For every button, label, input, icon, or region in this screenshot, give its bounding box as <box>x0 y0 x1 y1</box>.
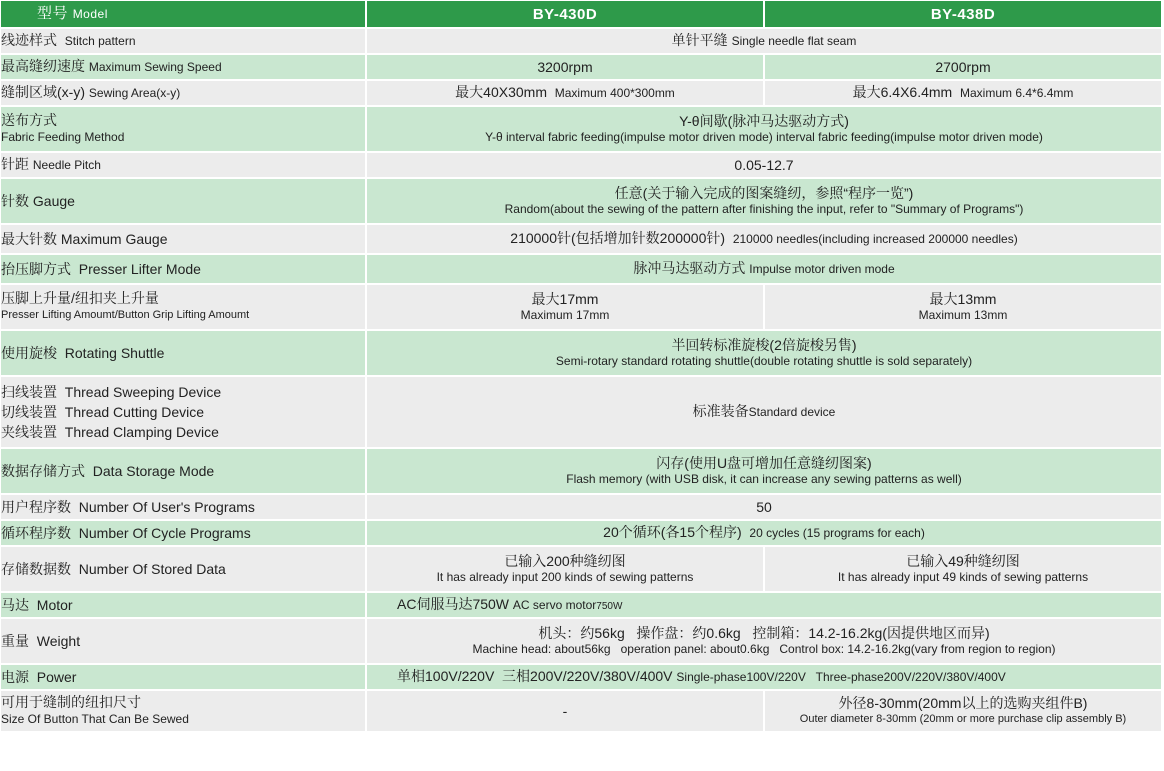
row-value: AC伺服马达750W AC servo motor750W <box>367 593 1163 619</box>
value-b: 已输入49种缝纫图 It has already input 49 kinds of sewing patterns <box>765 547 1163 593</box>
row-stored-data <box>1 547 1163 593</box>
row-value: Y-θ间歇(脉冲马达驱动方式) Y-θ interval fabric feeding(impulse motor driven mode) interval fabric feeding(impulse motor driven mode) <box>367 107 1163 153</box>
value-a: 最大40X30mm Maximum 400*300mm <box>367 81 765 107</box>
model-a-header: BY-430D <box>367 1 765 29</box>
row-button-size <box>1 691 1163 733</box>
row-label: 最高缝纫速度 Maximum Sewing Speed <box>1 55 367 81</box>
row-storage <box>1 449 1163 495</box>
header-label: 型号 Model <box>1 1 367 29</box>
value-a: - <box>367 691 765 733</box>
row-label: 压脚上升量/纽扣夹上升量 Presser Lifting Amoumt/Button Grip Lifting Amoumt <box>1 285 367 331</box>
value-a: 最大17mm Maximum 17mm <box>367 285 765 331</box>
spec-table <box>1 1 1163 733</box>
row-label: 马达 Motor <box>1 593 367 619</box>
row-area <box>1 81 1163 107</box>
value-b: 外径8-30mm(20mm以上的选购夹组件B) Outer diameter 8-30mm (20mm or more purchase clip assembly B) <box>765 691 1163 733</box>
header-row <box>1 1 1163 29</box>
row-label: 针数 Gauge <box>1 179 367 225</box>
row-label: 送布方式 Fabric Feeding Method <box>1 107 367 153</box>
row-label: 数据存储方式 Data Storage Mode <box>1 449 367 495</box>
row-value: 210000针(包括增加针数200000针) 210000 needles(including increased 200000 needles) <box>367 225 1163 255</box>
row-gauge <box>1 179 1163 225</box>
value-a: 3200rpm <box>367 55 765 81</box>
row-label: 扫线装置 Thread Sweeping Device 切线装置 Thread Cutting Device 夹线装置 Thread Clamping Device <box>1 377 367 449</box>
value-a: 已输入200种缝纫图 It has already input 200 kinds of sewing patterns <box>367 547 765 593</box>
row-label: 可用于缝制的纽扣尺寸 Size Of Button That Can Be Sewed <box>1 691 367 733</box>
row-label: 使用旋梭 Rotating Shuttle <box>1 331 367 377</box>
row-weight <box>1 619 1163 665</box>
row-value: 0.05-12.7 <box>367 153 1163 179</box>
row-power <box>1 665 1163 691</box>
row-lift <box>1 285 1163 331</box>
row-presser <box>1 255 1163 285</box>
row-label: 存储数据数 Number Of Stored Data <box>1 547 367 593</box>
row-value: 20个循环(各15个程序) 20 cycles (15 programs for each) <box>367 521 1163 547</box>
row-value: 机头：约56kg 操作盘：约0.6kg 控制箱：14.2-16.2kg(因提供地区而异) Machine head: about56kg operation panel: about0.6kg Control box: 14.2-16.2kg(vary from region to region) <box>367 619 1163 665</box>
row-label: 最大针数 Maximum Gauge <box>1 225 367 255</box>
row-speed <box>1 55 1163 81</box>
value-b: 最大6.4X6.4mm Maximum 6.4*6.4mm <box>765 81 1163 107</box>
row-cycle-programs <box>1 521 1163 547</box>
value-b: 最大13mm Maximum 13mm <box>765 285 1163 331</box>
row-label: 针距 Needle Pitch <box>1 153 367 179</box>
row-value: 半回转标准旋梭(2倍旋梭另售) Semi-rotary standard rotating shuttle(double rotating shuttle is sold separately) <box>367 331 1163 377</box>
row-label: 重量 Weight <box>1 619 367 665</box>
row-value: 50 <box>367 495 1163 521</box>
row-value: 脉冲马达驱动方式 Impulse motor driven mode <box>367 255 1163 285</box>
row-label: 用户程序数 Number Of User's Programs <box>1 495 367 521</box>
row-thread-devices <box>1 377 1163 449</box>
row-label: 抬压脚方式 Presser Lifter Mode <box>1 255 367 285</box>
row-label: 线迹样式 Stitch pattern <box>1 29 367 55</box>
row-shuttle <box>1 331 1163 377</box>
row-motor <box>1 593 1163 619</box>
model-b-header: BY-438D <box>765 1 1163 29</box>
row-feeding <box>1 107 1163 153</box>
row-value: 单针平缝 Single needle flat seam <box>367 29 1163 55</box>
row-value: 闪存(使用U盘可增加任意缝纫图案) Flash memory (with USB disk, it can increase any sewing patterns as well) <box>367 449 1163 495</box>
row-value: 任意(关于输入完成的图案缝纫，参照“程序一览”) Random(about the sewing of the pattern after finishing the input, refer to "Summary of Programs") <box>367 179 1163 225</box>
row-value: 单相100V/220V 三相200V/220V/380V/400V Single-phase100V/220V Three-phase200V/220V/380V/400V <box>367 665 1163 691</box>
row-value: 标准装备Standard device <box>367 377 1163 449</box>
row-stitch <box>1 29 1163 55</box>
row-label: 循环程序数 Number Of Cycle Programs <box>1 521 367 547</box>
row-label: 电源 Power <box>1 665 367 691</box>
row-max-gauge <box>1 225 1163 255</box>
row-user-programs <box>1 495 1163 521</box>
value-b: 2700rpm <box>765 55 1163 81</box>
row-label: 缝制区域(x-y) Sewing Area(x-y) <box>1 81 367 107</box>
row-pitch <box>1 153 1163 179</box>
